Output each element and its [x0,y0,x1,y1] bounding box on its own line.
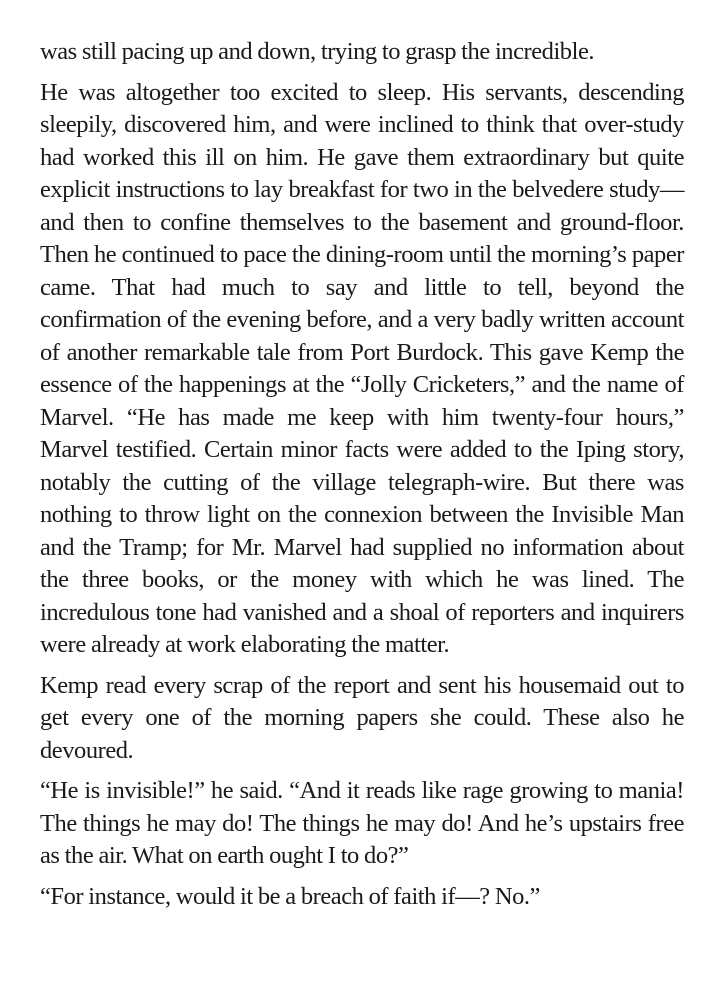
paragraph-breach-of-faith: “For instance, would it be a breach of faith if—? No.” [40,882,540,910]
paragraph-invisible-quote: “He is invisible!” he said. “And it reads like rage growing to mania! The things he may do! The things he may do! And he’s upstairs free as the air. What on earth ought I to do?” [40,777,684,869]
paragraph-servants: He was altogether too excited to sleep. His servants, descending sleepily, discovered him, and were inclined to think that over-study had worked this ill on him. He gave them extraordinary but quite explicit instructions to lay breakfast for two in the belvedere study—and then to confine themselves to the basement and ground-floor. Then he continued to pace the dining-room until the morning’s paper came. That had much to say and little to tell, beyond the confirmation of the evening before, and a very badly written account of another remarkable tale from Port Burdock. This gave Kemp the essence of the happenings at the “Jolly Cricketers,” and the name of Marvel. “He has made me keep with him twenty-four hours,” Marvel testified. Certain minor facts were added to the Iping story, notably the cutting of the village telegraph-wire. But there was nothing to throw light on the connexion between the Invisible Man and the Tramp; for Mr. Marvel had supplied no information about the three books, or the money with which he was lined. The incredulous tone had vanished and a shoal of reporters and inquirers were already at work elaborating the matter. [40,78,684,658]
book-page [40,36,684,921]
paragraph-continuation: was still pacing up and down, trying to grasp the incredible. [40,38,595,65]
paragraph-kemp-reads: Kemp read every scrap of the report and sent his housemaid out to get every one of the morning papers she could. These also he devoured. [40,671,684,764]
